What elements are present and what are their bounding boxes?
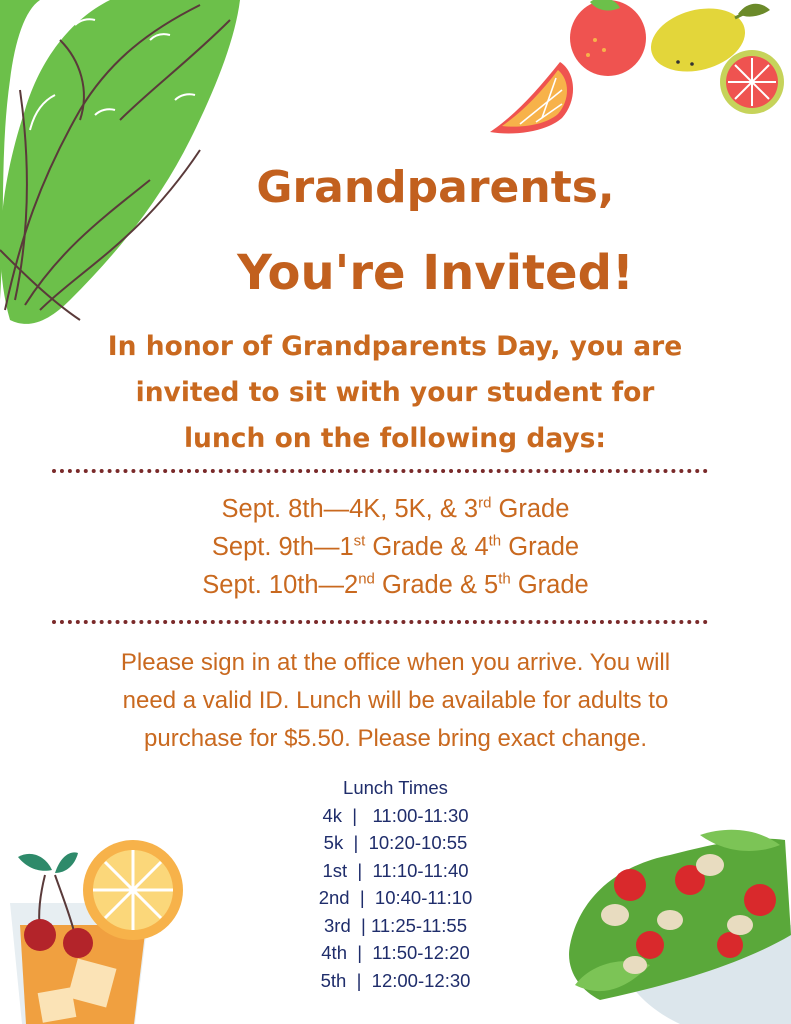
lunch-time-row: 3rd | 11:25-11:55	[324, 914, 467, 936]
grapefruit-icon	[720, 50, 784, 114]
tomato-icon	[570, 0, 646, 76]
dotted-divider	[52, 469, 708, 473]
schedule-days	[0, 490, 791, 604]
fruit-cluster	[480, 0, 791, 145]
info-line: Please sign in at the office when you arrive. You will	[120, 649, 671, 676]
lunch-time-row: 2nd | 10:40-11:10	[318, 887, 473, 908]
info-paragraph	[48, 644, 743, 758]
title-line-2: You're Invited!	[237, 245, 634, 301]
title-line-1: Grandparents,	[256, 162, 615, 213]
intro-line: invited to sit with your student for	[135, 377, 655, 408]
intro-line: In honor of Grandparents Day, you are	[107, 331, 683, 362]
lunch-times-heading: Lunch Times	[343, 777, 448, 798]
lunch-time-row: 5k | 10:20-10:55	[323, 832, 468, 853]
info-line: purchase for $5.50. Please bring exact change.	[144, 725, 647, 752]
dotted-divider	[52, 620, 708, 624]
day-row: Sept. 9th—1st Grade & 4th Grade	[211, 532, 580, 561]
lunch-times	[0, 774, 791, 994]
day-row: Sept. 8th—4K, 5K, & 3rd Grade	[221, 494, 570, 523]
lunch-time-row: 4th | 11:50-12:20	[321, 942, 470, 963]
day-row: Sept. 10th—2nd Grade & 5th Grade	[202, 570, 589, 599]
intro-paragraph	[50, 324, 740, 462]
lunch-time-row: 4k | 11:00-11:30	[322, 804, 469, 826]
info-line: need a valid ID. Lunch will be available for adults to	[122, 687, 669, 714]
orange-slice-icon	[490, 62, 573, 133]
lunch-time-row: 1st | 11:10-11:40	[322, 859, 469, 881]
intro-line: lunch on the following days:	[183, 423, 607, 454]
lunch-time-row: 5th | 12:00-12:30	[320, 969, 471, 991]
